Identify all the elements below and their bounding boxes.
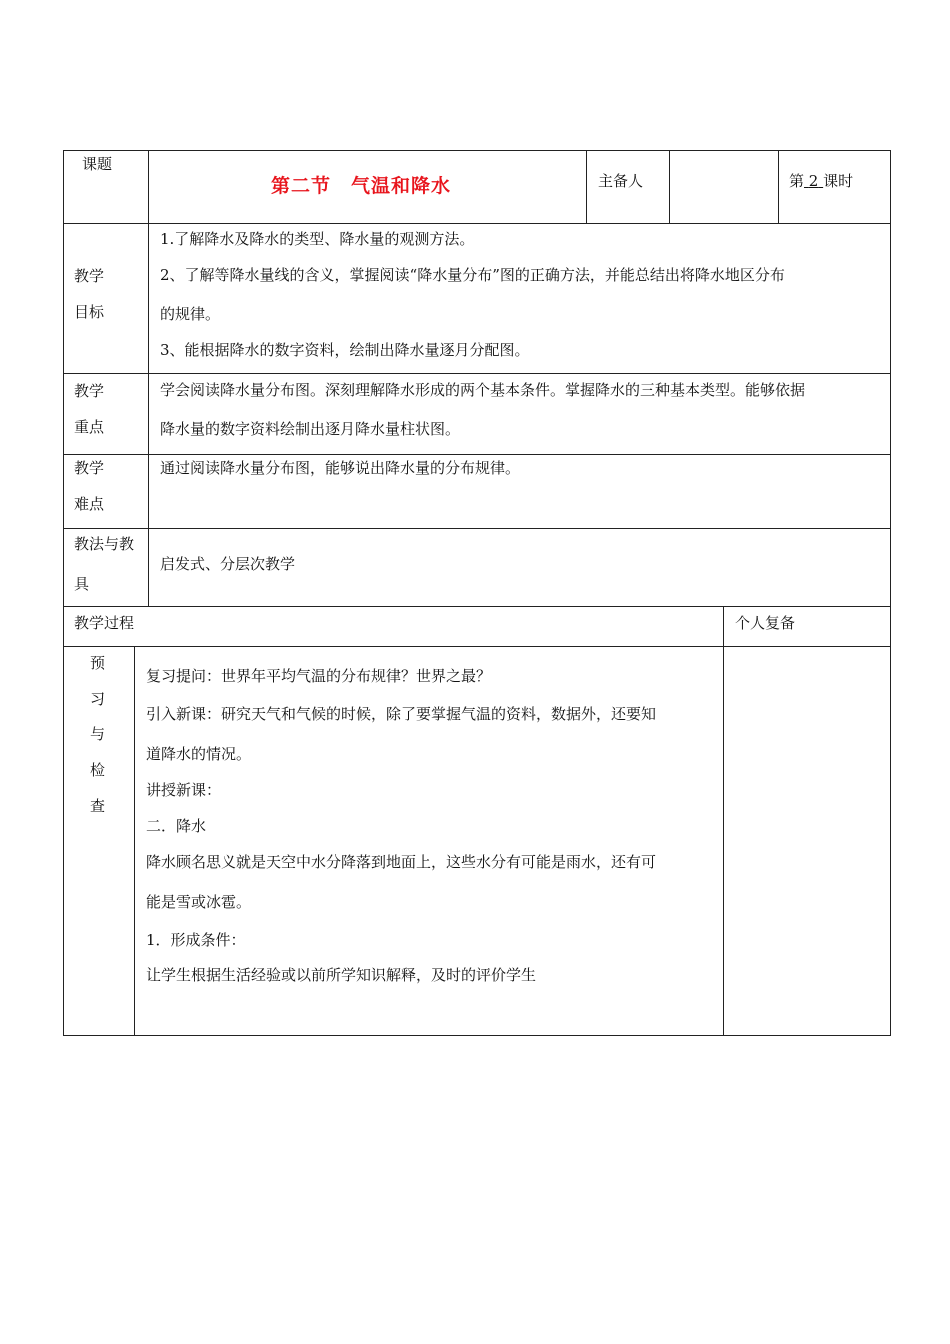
author-label: 主备人 [598,172,644,190]
process-line: 二．降水 [146,817,207,835]
table-border-bottom [63,1035,891,1036]
page-title: 第二节 气温和降水 [271,175,452,197]
keypoints-label-2: 重点 [74,418,105,436]
section-char: 习 [90,690,106,708]
table-border-top [63,150,891,151]
process-line: 降水顾名思义就是天空中水分降落到地面上，这些水分有可能是雨水，还有可 [146,853,657,871]
section-char: 预 [90,654,106,672]
methods-label-1: 教法与教 [74,535,135,553]
row-divider [63,528,891,529]
keypoints-line: 学会阅读降水量分布图。深刻理解降水形成的两个基本条件。掌握降水的三种基本类型。能够依据 [160,381,806,399]
process-line: 1．形成条件： [146,931,246,949]
row-divider [63,606,891,607]
col-divider [134,646,135,1036]
difficulties-label-1: 教学 [74,459,105,477]
objectives-line: 1.了解降水及降水的类型、降水量的观测方法。 [160,230,475,248]
col-divider [723,606,724,1036]
table-border-right [890,150,891,1036]
lesson-suffix: 课时 [823,172,854,190]
process-line: 复习提问：世界年平均气温的分布规律？世界之最？ [146,667,492,685]
difficulties-line: 通过阅读降水量分布图，能够说出降水量的分布规律。 [160,459,521,477]
row-divider [63,373,891,374]
process-line: 能是雪或冰雹。 [146,893,252,911]
section-char: 检 [90,761,106,779]
topic-label: 课题 [82,155,113,173]
methods-label-2: 具 [74,575,90,593]
row-divider [63,646,891,647]
objectives-line: 2、了解等降水量线的含义，掌握阅读“降水量分布”图的正确方法，并能总结出将降水地区分布 [160,266,785,284]
col-divider [586,150,587,224]
keypoints-line: 降水量的数字资料绘制出逐月降水量柱状图。 [160,420,461,438]
process-line: 引入新课：研究天气和气候的时候，除了要掌握气温的资料，数据外，还要知 [146,705,657,723]
col-divider [778,150,779,224]
process-label: 教学过程 [74,614,135,632]
personal-prep-label: 个人复备 [735,614,796,632]
table-border-left [63,150,64,1036]
methods-value: 启发式、分层次教学 [160,555,296,573]
row-divider [63,223,891,224]
difficulties-label-2: 难点 [74,495,105,513]
objectives-line: 的规律。 [160,305,221,323]
lesson-count [789,172,853,190]
objectives-label-1: 教学 [74,267,105,285]
lesson-number: 2 [808,172,819,190]
keypoints-label-1: 教学 [74,382,105,400]
process-line: 讲授新课： [146,781,222,799]
section-char: 与 [90,725,106,743]
row-divider [63,454,891,455]
col-divider [669,150,670,224]
objectives-line: 3、能根据降水的数字资料，绘制出降水量逐月分配图。 [160,341,530,359]
lesson-prefix: 第 [789,172,805,190]
section-char: 查 [90,797,106,815]
objectives-label-2: 目标 [74,303,105,321]
col-divider [148,150,149,607]
process-line: 道降水的情况。 [146,745,252,763]
process-line: 让学生根据生活经验或以前所学知识解释，及时的评价学生 [146,966,537,984]
